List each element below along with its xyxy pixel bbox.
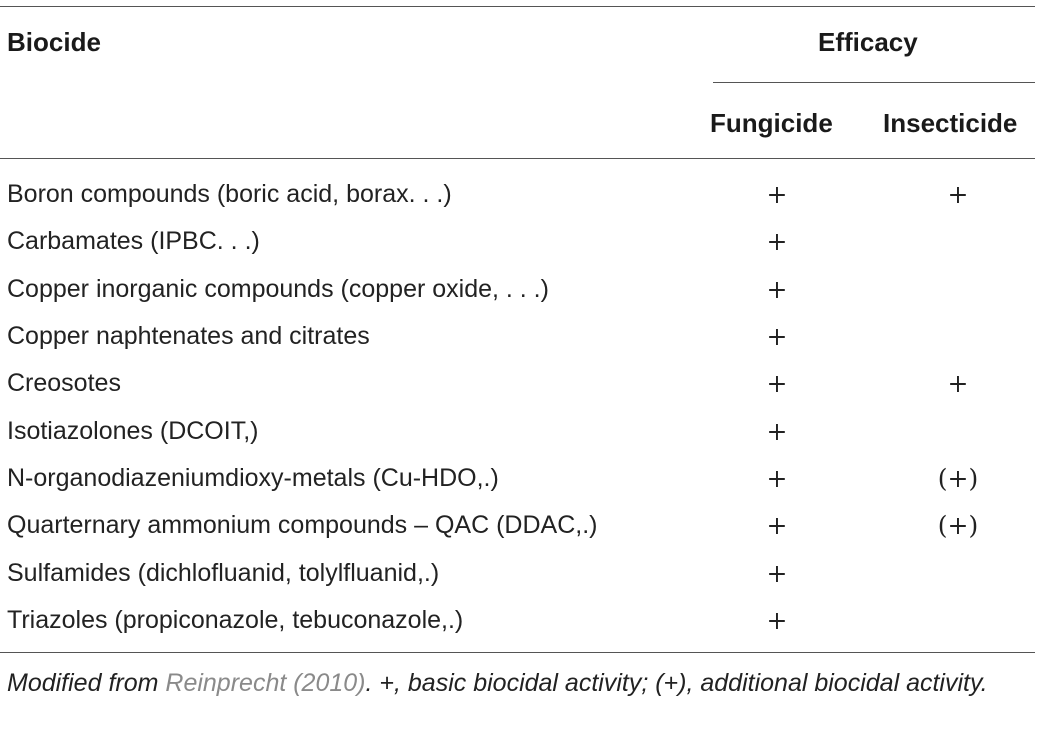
row-biocide-name: Copper inorganic compounds (copper oxide, . . .) bbox=[7, 275, 549, 303]
row-insecticide-mark: (+) bbox=[937, 464, 979, 493]
efficacy-underline bbox=[713, 82, 1035, 83]
row-biocide-name: Isotiazolones (DCOIT,) bbox=[7, 417, 259, 445]
row-insecticide-mark: + bbox=[947, 369, 969, 398]
row-fungicide-mark: + bbox=[766, 227, 788, 256]
table-footnote bbox=[7, 666, 1033, 700]
row-fungicide-mark: + bbox=[766, 322, 788, 351]
row-fungicide-mark: + bbox=[766, 417, 788, 446]
row-biocide-name: N-organodiazeniumdioxy-metals (Cu-HDO,.) bbox=[7, 464, 499, 492]
row-biocide-name: Boron compounds (boric acid, borax. . .) bbox=[7, 180, 452, 208]
header-biocide: Biocide bbox=[7, 27, 101, 57]
row-fungicide-mark: + bbox=[766, 606, 788, 635]
row-biocide-name: Quarternary ammonium compounds – QAC (DDAC,.) bbox=[7, 511, 598, 539]
footnote-prefix: Modified from bbox=[7, 669, 166, 697]
row-biocide-name: Carbamates (IPBC. . .) bbox=[7, 227, 260, 255]
table-top-rule bbox=[0, 6, 1035, 7]
row-biocide-name: Creosotes bbox=[7, 369, 121, 397]
header-bottom-rule bbox=[0, 158, 1035, 159]
row-biocide-name: Sulfamides (dichlofluanid, tolylfluanid,.) bbox=[7, 559, 440, 587]
row-fungicide-mark: + bbox=[766, 180, 788, 209]
row-fungicide-mark: + bbox=[766, 369, 788, 398]
row-fungicide-mark: + bbox=[766, 464, 788, 493]
footnote-reference-link[interactable]: Reinprecht (2010) bbox=[165, 669, 366, 697]
header-efficacy: Efficacy bbox=[818, 27, 918, 57]
row-fungicide-mark: + bbox=[766, 511, 788, 540]
header-insecticide: Insecticide bbox=[883, 108, 1018, 138]
row-biocide-name: Triazoles (propiconazole, tebuconazole,.) bbox=[7, 606, 464, 634]
header-fungicide: Fungicide bbox=[710, 108, 833, 138]
row-insecticide-mark: (+) bbox=[937, 511, 979, 540]
footnote-suffix: . +, basic biocidal activity; (+), additional biocidal activity. bbox=[365, 669, 988, 697]
table-bottom-rule bbox=[0, 652, 1035, 653]
row-biocide-name: Copper naphtenates and citrates bbox=[7, 322, 370, 350]
row-fungicide-mark: + bbox=[766, 275, 788, 304]
row-fungicide-mark: + bbox=[766, 559, 788, 588]
row-insecticide-mark: + bbox=[947, 180, 969, 209]
